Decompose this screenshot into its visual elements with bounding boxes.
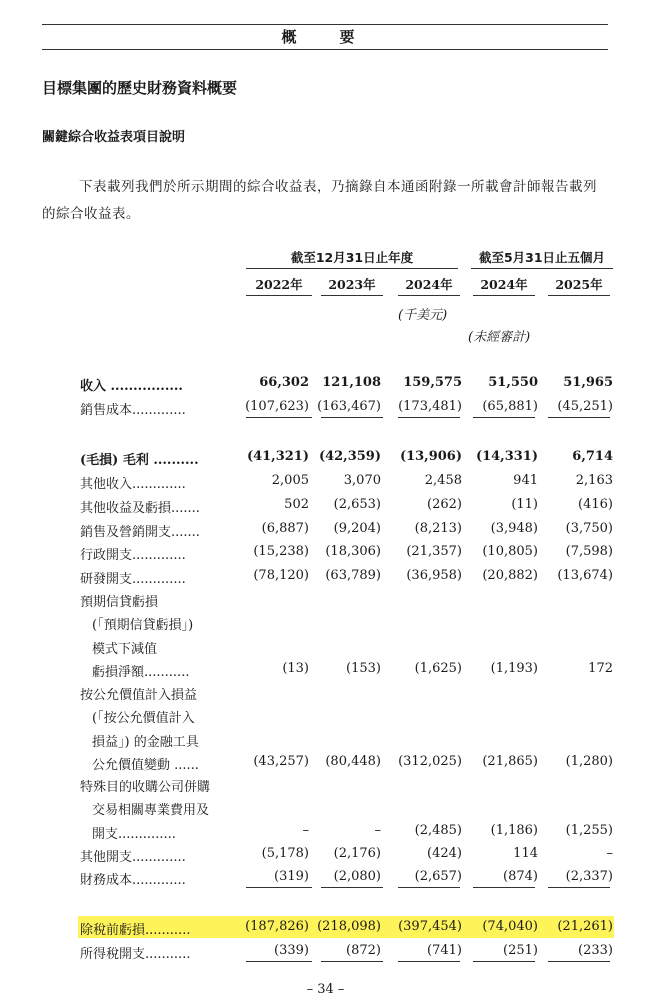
subtotal-rule bbox=[246, 887, 312, 888]
row-label: (「按公允價值計入 bbox=[92, 711, 195, 727]
table-cell: (20,882) bbox=[482, 568, 538, 583]
table-cell: – bbox=[374, 822, 381, 838]
row-label: (毛損) 毛利 .......... bbox=[80, 453, 199, 468]
table-cell: (233) bbox=[578, 943, 613, 958]
subtotal-rule bbox=[321, 887, 383, 888]
year-header-rule bbox=[398, 295, 460, 296]
table-cell: (424) bbox=[427, 846, 462, 861]
unaudited-label: (未經審計) bbox=[468, 330, 531, 345]
row-label: 財務成本............. bbox=[80, 873, 186, 888]
row-label: 研發開支............. bbox=[80, 572, 186, 587]
row-label: 除稅前虧損........... bbox=[80, 923, 191, 938]
table-cell: 2,458 bbox=[424, 473, 462, 488]
table-cell: 121,108 bbox=[322, 375, 381, 390]
subsection-title: 關鍵綜合收益表項目說明 bbox=[42, 130, 186, 145]
table-cell: (2,653) bbox=[333, 497, 381, 512]
page-number: – 34 – bbox=[306, 982, 345, 997]
subtotal-rule bbox=[548, 887, 610, 888]
table-cell: (9,204) bbox=[333, 521, 381, 536]
subtotal-rule bbox=[246, 417, 312, 418]
table-cell: 2,163 bbox=[575, 473, 613, 488]
table-cell: (173,481) bbox=[398, 399, 462, 414]
row-label: 特殊目的收購公司併購 bbox=[80, 780, 211, 795]
intro-paragraph: 下表載列我們於所示期間的綜合收益表，乃摘錄自本通函附錄一所載會計師報告載列的綜合收益表。 bbox=[42, 179, 597, 222]
table-cell: (21,261) bbox=[557, 919, 613, 934]
table-cell: (1,280) bbox=[565, 753, 613, 769]
table-cell: (3,948) bbox=[490, 521, 538, 536]
subtotal-rule bbox=[398, 961, 460, 962]
row-label: 模式下減值 bbox=[92, 641, 158, 657]
year-header-2023: 2023年 bbox=[328, 277, 376, 292]
row-label: 其他收入............. bbox=[80, 477, 186, 492]
table-cell: 159,575 bbox=[403, 375, 462, 390]
table-cell: (872) bbox=[346, 943, 381, 958]
row-label: 預期信貸虧損 bbox=[80, 595, 159, 610]
year-header-2024-interim: 2024年 bbox=[480, 277, 528, 292]
table-cell: (43,257) bbox=[253, 753, 309, 769]
table-cell: (21,865) bbox=[482, 753, 538, 769]
table-cell: (416) bbox=[578, 497, 613, 512]
subtotal-rule bbox=[246, 961, 312, 962]
row-label: 銷售及營銷開支....... bbox=[80, 525, 200, 540]
table-cell: (1,193) bbox=[490, 660, 538, 676]
subtotal-rule bbox=[548, 961, 610, 962]
table-cell: (11) bbox=[511, 497, 538, 512]
row-label: (「預期信貸虧損」) bbox=[92, 618, 194, 634]
row-label: 虧損淨額........... bbox=[92, 664, 190, 680]
table-cell: 51,550 bbox=[488, 375, 538, 390]
table-cell: (2,080) bbox=[333, 869, 381, 884]
table-cell: (65,881) bbox=[482, 399, 538, 414]
table-cell: (312,025) bbox=[398, 753, 462, 769]
table-cell: 6,714 bbox=[572, 449, 613, 464]
table-cell: (78,120) bbox=[253, 568, 309, 583]
table-cell: (6,887) bbox=[261, 521, 309, 536]
row-label: 收入 ................ bbox=[80, 379, 183, 394]
table-cell: (163,467) bbox=[317, 399, 381, 414]
table-cell: (251) bbox=[503, 943, 538, 958]
table-cell: (2,485) bbox=[414, 822, 462, 838]
table-cell: (21,357) bbox=[406, 544, 462, 559]
table-cell: (80,448) bbox=[325, 753, 381, 769]
subtotal-rule bbox=[548, 417, 610, 418]
year-header-rule bbox=[321, 295, 383, 296]
subtotal-rule bbox=[321, 417, 383, 418]
table-cell: (8,213) bbox=[414, 521, 462, 536]
year-header-rule bbox=[548, 295, 610, 296]
year-header-rule bbox=[246, 295, 312, 296]
table-cell: (74,040) bbox=[482, 919, 538, 934]
table-cell: (397,454) bbox=[398, 919, 462, 934]
table-cell: (107,623) bbox=[245, 399, 309, 414]
row-label: 其他收益及虧損....... bbox=[80, 501, 200, 516]
table-cell: (319) bbox=[274, 869, 309, 884]
year-header-2025-interim: 2025年 bbox=[555, 277, 603, 292]
row-label: 公允價值變動 ...... bbox=[92, 757, 199, 773]
group-header-interim: 截至5月31日止五個月 bbox=[478, 250, 606, 265]
unit-label: (千美元) bbox=[398, 308, 448, 323]
table-cell: (18,306) bbox=[325, 544, 381, 559]
year-header-rule bbox=[473, 295, 535, 296]
table-cell: – bbox=[302, 822, 309, 838]
table-cell: (42,359) bbox=[318, 449, 381, 464]
table-cell: 172 bbox=[588, 660, 613, 676]
table-cell: (1,625) bbox=[414, 660, 462, 676]
page-header: 概 要 bbox=[42, 24, 608, 50]
table-cell: 114 bbox=[513, 846, 538, 861]
subtotal-rule bbox=[473, 417, 535, 418]
table-cell: 66,302 bbox=[259, 375, 309, 390]
table-cell: (218,098) bbox=[317, 919, 381, 934]
year-header-2022: 2022年 bbox=[255, 277, 303, 292]
table-cell: (741) bbox=[427, 943, 462, 958]
row-label: 按公允價值計入損益 bbox=[80, 688, 198, 703]
row-label: 銷售成本............. bbox=[80, 403, 186, 418]
subtotal-rule bbox=[398, 417, 460, 418]
table-cell: (339) bbox=[274, 943, 309, 958]
table-cell: (13) bbox=[282, 660, 309, 676]
table-cell: (13,674) bbox=[557, 568, 613, 583]
table-cell: (2,337) bbox=[565, 869, 613, 884]
table-cell: (874) bbox=[503, 869, 538, 884]
table-cell: 3,070 bbox=[343, 473, 381, 488]
table-cell: (1,186) bbox=[490, 822, 538, 838]
table-cell: (14,331) bbox=[475, 449, 538, 464]
table-cell: (3,750) bbox=[565, 521, 613, 536]
section-title: 目標集團的歷史財務資料概要 bbox=[42, 79, 238, 97]
table-cell: (1,255) bbox=[565, 822, 613, 838]
group-header-rule bbox=[246, 268, 458, 269]
subtotal-rule bbox=[398, 887, 460, 888]
subtotal-rule bbox=[473, 961, 535, 962]
table-cell: (45,251) bbox=[557, 399, 613, 414]
row-label: 損益」) 的金融工具 bbox=[92, 734, 199, 750]
table-cell: 941 bbox=[513, 473, 538, 488]
year-header-2024: 2024年 bbox=[405, 277, 453, 292]
subtotal-rule bbox=[321, 961, 383, 962]
table-cell: – bbox=[606, 846, 613, 861]
table-cell: (7,598) bbox=[565, 544, 613, 559]
group-header-rule bbox=[471, 268, 613, 269]
table-cell: (153) bbox=[346, 660, 381, 676]
table-cell: (262) bbox=[427, 497, 462, 512]
table-cell: 51,965 bbox=[563, 375, 613, 390]
table-cell: (13,906) bbox=[399, 449, 462, 464]
table-cell: (5,178) bbox=[261, 846, 309, 861]
row-label: 所得稅開支........... bbox=[80, 947, 191, 962]
subtotal-rule bbox=[473, 887, 535, 888]
table-cell: (187,826) bbox=[245, 919, 309, 934]
table-cell: (15,238) bbox=[253, 544, 309, 559]
table-cell: (63,789) bbox=[325, 568, 381, 583]
table-cell: (36,958) bbox=[406, 568, 462, 583]
row-label: 其他開支............. bbox=[80, 850, 186, 865]
table-cell: 502 bbox=[284, 497, 309, 512]
table-cell: (2,657) bbox=[414, 869, 462, 884]
table-cell: (2,176) bbox=[333, 846, 381, 861]
table-cell: (10,805) bbox=[482, 544, 538, 559]
row-label: 交易相關專業費用及 bbox=[92, 803, 210, 819]
table-cell: (41,321) bbox=[246, 449, 309, 464]
table-cell: 2,005 bbox=[271, 473, 309, 488]
row-label: 行政開支............. bbox=[80, 548, 186, 563]
group-header-annual: 截至12月31日止年度 bbox=[290, 250, 414, 265]
row-label: 開支.............. bbox=[92, 826, 176, 842]
